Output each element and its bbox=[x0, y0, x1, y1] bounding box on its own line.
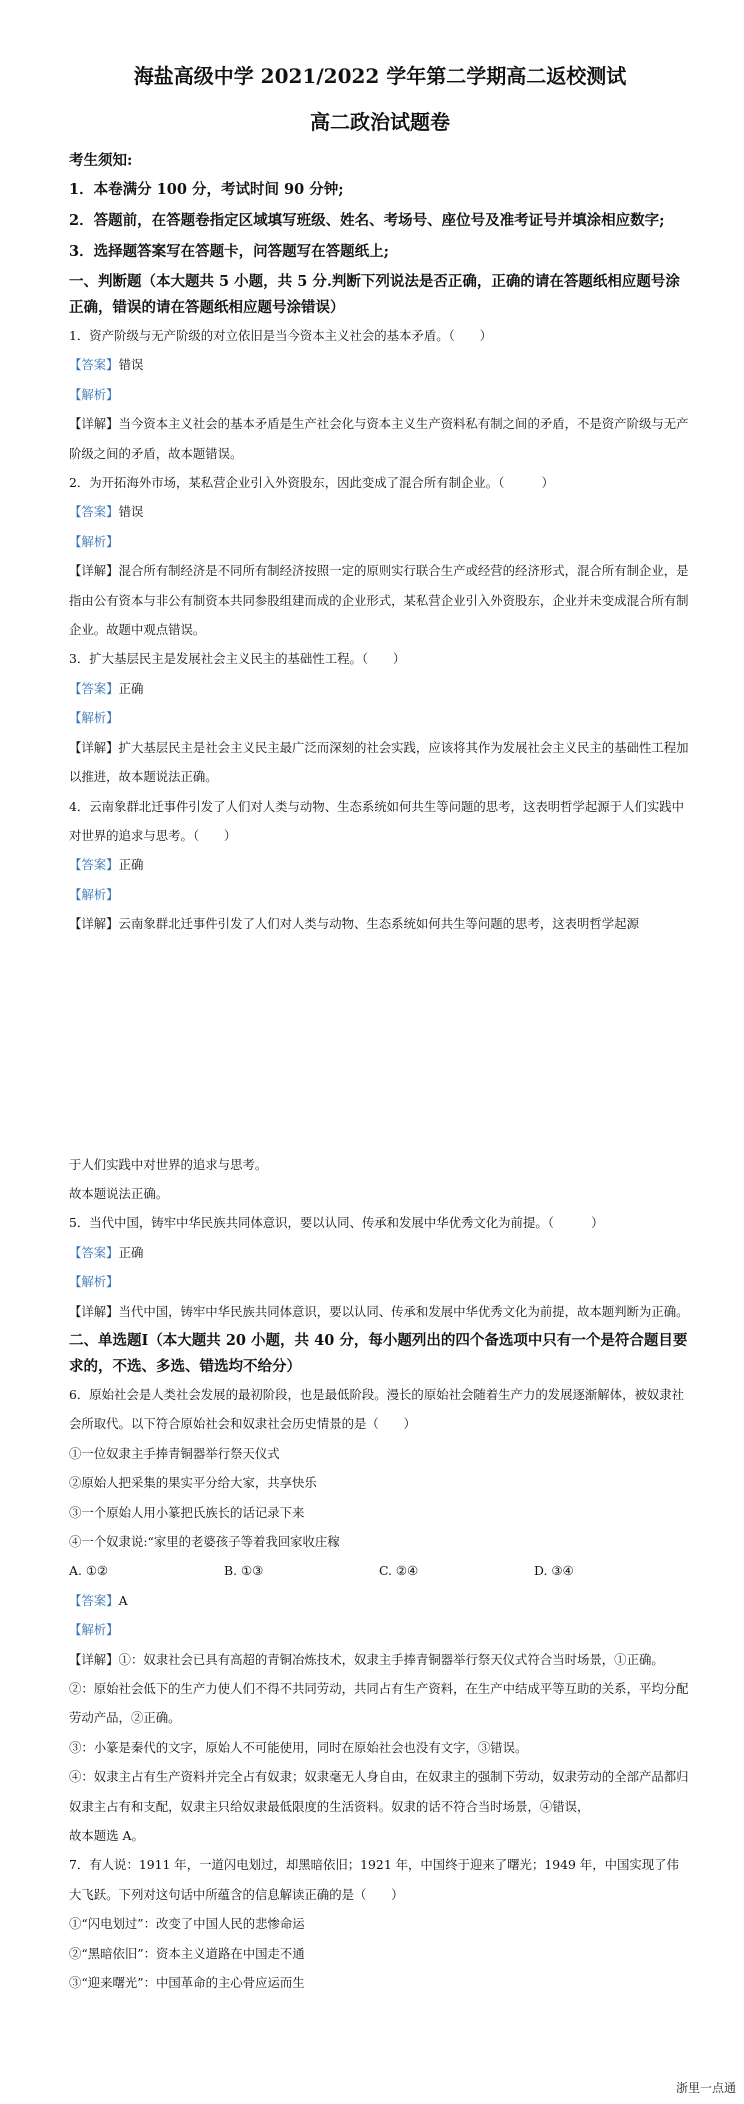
statement-item: ②原始人把采集的果实平分给大家，共享快乐 bbox=[69, 1475, 317, 1491]
detail-text: 【详解】混合所有制经济是不同所有制经济按照一定的原则实行联合生产或经营的经济形式，混合所有制企业，是指由公有资本与非公有制资本共同参股组建而成的企业形式，某私营企业引入外资股东，企业并未变成混合所有制企业。故题中观点错误。 bbox=[69, 563, 689, 638]
detail-text: ②：原始社会低下的生产力使人们不得不共同劳动，共同占有生产资料，在生产中结成平等互助的关系，平均分配劳动产品，②正确。 bbox=[69, 1681, 689, 1726]
section1-heading: 一、判断题（本大题共 5 小题，共 5 分.判断下列说法是否正确，正确的请在答题纸相应题号涂正确，错误的请在答题纸相应题号涂错误） bbox=[69, 273, 680, 316]
notice-heading: 考生须知: bbox=[69, 152, 133, 169]
option-c: C. ②④ bbox=[379, 1563, 419, 1579]
exam-title: 海盐高级中学 2021/2022 学年第二学期高二返校测试 bbox=[133, 64, 627, 88]
answer-label: 【答案】 bbox=[69, 1244, 119, 1260]
question-stem: 6．原始社会是人类社会发展的最初阶段，也是最低阶段。漫长的原始社会随着生产力的发展逐渐解体，被奴隶社会所取代。以下符合原始社会和奴隶社会历史情景的是（ ） bbox=[69, 1386, 685, 1432]
answer-line bbox=[69, 497, 691, 526]
conclusion-text: 故本题说法正确。 bbox=[69, 1185, 169, 1201]
answer-label: 【答案】 bbox=[69, 680, 119, 696]
answer-value: 正确 bbox=[118, 1244, 144, 1260]
answer-label: 【答案】 bbox=[69, 1592, 119, 1608]
option-a: A. ①② bbox=[69, 1563, 109, 1579]
detail-text: 【详解】当今资本主义社会的基本矛盾是生产社会化与资本主义生产资料私有制之间的矛盾，不是资产阶级与无产阶级之间的矛盾，故本题错误。 bbox=[69, 416, 689, 461]
answer-value: 错误 bbox=[118, 357, 144, 373]
statement-item: ②“黑暗依旧”：资本主义道路在中国走不通 bbox=[69, 1945, 305, 1961]
analysis-label: 【解析】 bbox=[69, 1622, 119, 1638]
notice-item: 2．答题前，在答题卷指定区域填写班级、姓名、考场号、座位号及准考证号并填涂相应数字; bbox=[69, 212, 665, 229]
statement-item: ④一个奴隶说:“家里的老婆孩子等着我回家收庄稼 bbox=[69, 1534, 340, 1549]
option-b: B. ①③ bbox=[224, 1563, 264, 1579]
question-stem: 4．云南象群北迁事件引发了人们对人类与动物、生态系统如何共生等问题的思考，这表明哲学起源于人们实践中对世界的追求与思考。（ ） bbox=[69, 798, 685, 843]
document-content bbox=[69, 60, 691, 1998]
detail-text: 【详解】当代中国，铸牢中华民族共同体意识，要以认同、传承和发展中华优秀文化为前提，故本题判断为正确。 bbox=[69, 1303, 689, 1319]
answer-label: 【答案】 bbox=[69, 357, 119, 373]
statement-item: ③“迎来曙光”：中国革命的主心骨应运而生 bbox=[69, 1975, 305, 1991]
analysis-label: 【解析】 bbox=[69, 710, 119, 726]
option-d: D. ③④ bbox=[534, 1563, 574, 1579]
question-stem: 5．当代中国，铸牢中华民族共同体意识，要以认同、传承和发展中华优秀文化为前提。（ ） bbox=[69, 1215, 604, 1231]
answer-line bbox=[69, 674, 691, 703]
statement-item: ①一位奴隶主手捧青铜器举行祭天仪式 bbox=[69, 1445, 280, 1461]
question-stem: 3．扩大基层民主是发展社会主义民主的基础性工程。（ ） bbox=[69, 651, 406, 667]
section2-heading: 二、单选题Ⅰ（本大题共 20 小题，共 40 分，每小题列出的四个备选项中只有一个是符合题目要求的，不选、多选、错选均不给分） bbox=[69, 1331, 688, 1375]
question-stem: 1．资产阶级与无产阶级的对立依旧是当今资本主义社会的基本矛盾。（ ） bbox=[69, 328, 492, 343]
analysis-label: 【解析】 bbox=[69, 533, 119, 549]
answer-line bbox=[69, 850, 691, 879]
detail-text: 【详解】云南象群北迁事件引发了人们对人类与动物、生态系统如何共生等问题的思考，这表明哲学起源 bbox=[69, 916, 639, 932]
footer-watermark: 浙里一点通 bbox=[675, 2081, 736, 2095]
analysis-label: 【解析】 bbox=[69, 386, 119, 402]
conclusion-text: 故本题选 A。 bbox=[69, 1828, 144, 1844]
question-stem: 2．为开拓海外市场，某私营企业引入外资股东，因此变成了混合所有制企业。（ ） bbox=[69, 475, 554, 491]
detail-text: ④：奴隶主占有生产资料并完全占有奴隶；奴隶毫无人身自由，在奴隶主的强制下劳动，奴隶劳动的全部产品都归奴隶主占有和支配，奴隶主只给奴隶最低限度的生活资料。奴隶的话不符合当时场景，④错误， bbox=[69, 1769, 689, 1814]
statement-item: ③一个原始人用小篆把氏族长的话记录下来 bbox=[69, 1504, 305, 1520]
answer-label: 【答案】 bbox=[69, 504, 119, 520]
answer-value: 正确 bbox=[118, 680, 144, 696]
answer-value: 正确 bbox=[118, 857, 144, 873]
analysis-label: 【解析】 bbox=[69, 886, 119, 902]
choice-options bbox=[69, 1556, 691, 1585]
analysis-label: 【解析】 bbox=[69, 1274, 119, 1290]
answer-value: 错误 bbox=[118, 504, 144, 520]
detail-text: ③：小篆是秦代的文字，原始人不可能使用，同时在原始社会也没有文字，③错误。 bbox=[69, 1739, 528, 1755]
notice-item: 1．本卷满分 100 分，考试时间 90 分钟; bbox=[69, 181, 344, 198]
answer-label: 【答案】 bbox=[69, 857, 119, 873]
detail-text: 【详解】①：奴隶社会已具有高超的青铜冶炼技术，奴隶主手捧青铜器举行祭天仪式符合当时场景，①正确。 bbox=[69, 1651, 664, 1667]
statement-item: ①“闪电划过”：改变了中国人民的悲惨命运 bbox=[69, 1916, 305, 1932]
notice-item: 3．选择题答案写在答题卡，问答题写在答题纸上; bbox=[69, 243, 389, 260]
exam-subtitle: 高二政治试题卷 bbox=[310, 110, 450, 134]
answer-line bbox=[69, 350, 691, 379]
detail-text: 【详解】扩大基层民主是社会主义民主最广泛而深刻的社会实践，应该将其作为发展社会主义民主的基础性工程加以推进，故本题说法正确。 bbox=[69, 739, 689, 785]
answer-value: A bbox=[118, 1592, 128, 1608]
answer-line bbox=[69, 1586, 691, 1615]
page-break-gap bbox=[69, 939, 691, 1150]
question-stem: 7．有人说：1911 年，一道闪电划过，却黑暗依旧；1921 年，中国终于迎来了曙光；1949 年，中国实现了伟大飞跃。下列对这句话中所蕴含的信息解读正确的是（ ） bbox=[69, 1857, 679, 1902]
answer-line bbox=[69, 1238, 691, 1267]
detail-text: 于人们实践中对世界的追求与思考。 bbox=[69, 1156, 268, 1172]
